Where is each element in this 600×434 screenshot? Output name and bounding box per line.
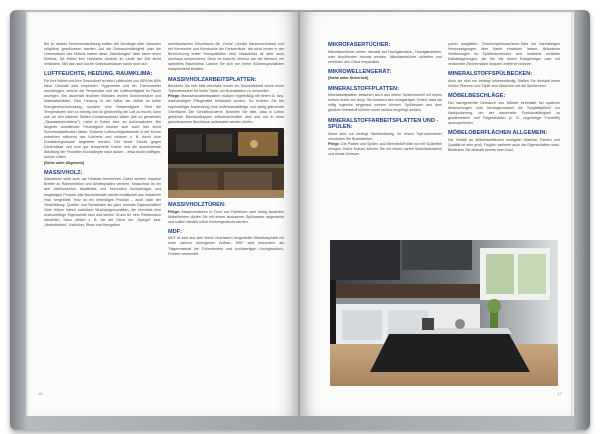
care-text: Massivholztüren in Form von Farbtönen oder farbig lackierten Möbelfronten dürfen Sie mit einem lauwarmen Spülwasser abgewischt und sollten danach sofort trockengewischt werden. bbox=[168, 209, 284, 224]
care-label: Pflege: bbox=[328, 141, 340, 146]
paragraph: Bei zu starker Sonneneinstrahlung sollten die Vorhänge oder Jalousien möglichst geschlossen werden. Auf die Gebrauchsfähigkeit oder die Lebensdauer des Möbels haben diese „Wandlungen" aber kaum einen Einfluss. Da Möbel ihre Holzfarbe ohnehin im Laufe der Zeit leicht verändern, fällt das nach kurzer Gebrauchsdauer kaum noch auf. bbox=[44, 42, 161, 67]
paragraph: Mineralstoffplatten bestehen auch aus einem Gesteinsmehl mit einem hohem Anteil von Acryl. Sie besitzen den einzigartigen Vorteil, dass sie völlig fugenlos eingebaut werden können. Spülbecken aus dem gleichen Werkstoff können somit nahtlos eingefügt werden. bbox=[328, 93, 442, 113]
paragraph: Massivholz wirkt auch als Holzbau bezeichnet. Dabei werden massive Bretter zu Rahmenteilen und Arbeitsplatten verleimt. Massivholz ist ein seit Jahrhunderten bewährtes und besonders hochwertiges und langlebiges Produkt. Alle Baumerkmale werden traditionell aus massivem Holz hergestellt. Holz ist ein lebendiges Produkt – auch nach der Verarbeitung. Quellen und Schwinden als ganz normale Eigenschaften! Viele Hölzer haben natürliche Wuchseigenschaften, die ebenfalls eine wuchsmäßige Eigenschaft sind und keinen Grund für eine Reklamation darstellen. Dazu zählen z. B. bei der Eiche der „Spiegel" bzw. „Markstrahlen", Astlöcher, Risse und Harzgallen. bbox=[44, 177, 161, 228]
paragraph: Benutzen Sie hier bitte ebenfalls immer ein Schneidebrett sowie einen Topfuntersetzer für heiße Töpfe, um Brandstellen zu vermeiden. bbox=[168, 84, 284, 94]
page-edge bbox=[571, 12, 574, 416]
heading-mineralstoffarbeitsplatten: MINERALSTOFFARBEITSPLATTEN UND -SPÜLEN: bbox=[328, 117, 439, 131]
heading-moebelbeschlaege: MÖBELBESCHLÄGE: bbox=[448, 93, 506, 100]
paragraph: Diese sind nur bedingt hitzebeständig. Ihr einem Topf-untersetzer vermeiden Sie Brandstellen. bbox=[328, 131, 442, 141]
right-page bbox=[300, 12, 574, 416]
kitchen-photo-wood bbox=[168, 128, 284, 198]
cross-reference: [Siehe unter Allgemein] bbox=[44, 160, 85, 165]
care-text: Massivholzarbeitsplatten müssen regelmäßig mit einem öl- bzw. wachshaltigen Pflegemittel behandelt werden. So erzielen Sie bei regelmäßiger Anwendung eine widerstandsfähige und stetig glänzende Oberfläche. Die Schnittholzwerte. Brachten Sie bitte, dass in Lotion getränkte Baumwolllappen selbstentzündlich sind und nur in einer geschlossenen Blechdose aufbewahrt werden dürfen. bbox=[168, 94, 285, 124]
paragraph: Die Vielfalt an Möbeloberflächen bezüglich Material, Farben und Qualität ist sehr groß. Folglich variieren auch die Eigenschaften stark. Bedenken Sie deshalb bereits beim Kauf, bbox=[448, 137, 560, 153]
page-edge bbox=[26, 12, 29, 416]
paragraph: Mikrofasertücher dürfen niemals auf Hochglanzlack-, Hochglanzfolien- oder Acrylfronten benutzt werden. Mikrofasertücher schleifen und zerstören den Glanz irreparabel. bbox=[328, 49, 442, 64]
heading-moebeloberflaechen: MÖBELOBERFLÄCHEN ALLGEMEIN: bbox=[448, 130, 548, 137]
heading-massivholz: MASSIVHOLZ: bbox=[44, 169, 83, 176]
paragraph: Für Ihre Möbel und Ihre Gesundheit ist eine Luftfeuchte von 45% bis 60% ideal. Deshalb wird empfohlen, Hygrometer und ein Thermometer anzubringen, welche die Temperatur und die Luftfeuchtigkeit im Raum anzeigen. Bei dauerhaft feuchten Wänden drohen Schimmelpilze und Materialschäden. Eine Heizung in der Nähe der Möbel ist keine Energieverschwendung, sondern eine Notwendigkeit. Sind die Temperaturen dort zu niedrig und ist gleichzeitig die Luft zu feucht, kann sich an den kälteren Stellen Kondenswasser bilden (die so genannten „Tauwasserprobleme"), meist in Ecken bzw. an Außenwänden. Bei längerer anhaltender Feuchtigkeit können sich auch hier leicht Schimmelpilzflecken bilden. Extreme Luftfeuchtigkeitswerte in der Küche entstehen während des Kochens und müssen z. B. durch eine Dunstabzugshaube abgeleitet werden. Der beste Schutz gegen Dauernässe und eine gut temperierte Küche und die ausreichende Abluftung der Feuchten Kochdämpfe nach außen – etwa durch kräftiges, kurzes Lüften. bbox=[44, 79, 161, 160]
heading-mikrofasertuecher: MIKROFASERTÜCHER: bbox=[328, 42, 391, 48]
paragraph bbox=[168, 94, 284, 125]
heading-massivholzarbeitsplatten: MASSIVHOLZARBEITSPLATTEN: bbox=[168, 76, 257, 83]
paragraph: Auch sie sind nur bedingt hitzebeständig. Stellen Sie deshalb keine heißen Pfannen und Töpfe zum Abkühlen auf die Spülbecken. bbox=[448, 79, 560, 89]
kitchen-photo-modern bbox=[330, 240, 558, 386]
heading-massivholztueren: MASSIVHOLZTÜREN: bbox=[168, 201, 226, 208]
left-page bbox=[26, 12, 298, 416]
paragraph bbox=[328, 142, 442, 157]
paragraph bbox=[168, 210, 284, 225]
left-page-column-2 bbox=[168, 42, 284, 257]
care-label: Pflege: bbox=[168, 94, 180, 99]
page-number: 17 bbox=[557, 391, 562, 396]
kitchen-photo-wood-image bbox=[168, 128, 284, 198]
heading-mineralstoffspuelbecken: MINERALSTOFFSPÜLBECKEN: bbox=[448, 71, 533, 78]
right-page-column-2 bbox=[448, 42, 560, 153]
heading-mikrowellengeraet: MIKROWELLENGERÄT: bbox=[328, 68, 392, 75]
paragraph: amerikanischen Kirschbaum die „Gums" (dunkle Harzeinschlüsse) und bei Kernesche und Kernbuche die Farbverläufe, die nicht immer in der Bezeichnung erster Holzqualitäten sind. Massivholz ist aber auch durchaus ansprechend. Denn es braucht, ebenso wie der Mensch, ein spezielles Raumklima. Lassen Sie sich von Ihrem Küchenspezialisten entsprechend beraten. bbox=[168, 42, 284, 72]
paragraph: MDF ist eine aus sehr feinen Holzfasern hergestellte Möbelbauplatte mit einer nahezu homogenen Aufbau. MDF wird besonders als Trägermaterial bei Folienfronten und hochwertigen Hochglanzlack-Fronten verwendet. bbox=[168, 236, 284, 256]
paragraph: Der sachgerechte Gebrauch von Möbeln beinhaltet bei späteren Abweichungen vom Montagezustand die Sorgfaltspflicht zur Nachjustierung, um der dauerhafte Funktionsfähigkeit zu gewährleisten und Folgeschäden (z. B. ungehörige Frontriffe) auszuschließen. bbox=[448, 100, 560, 126]
left-page-column-1 bbox=[44, 42, 161, 228]
heading-mineralstoffplatten: MINERALSTOFFPLATTEN: bbox=[328, 85, 399, 92]
paragraph: pulver ausglätten. Geschirrspülmaschinen-Tabs bei hartnäckigen Verunreinigungen über Nacht einwirken lassen. Bräunliche Verfärbungen im Spülbeckenboden sind meistens verfärbte Kalkablagerungen, die Sie mit einem Essigreiniger oder mit verdünnter Zitronensäure bequem entfernen können. bbox=[448, 42, 560, 67]
heading-luftfeuchte: LUFTFEUCHTE, HEIZUNG, RAUMKLIMA: bbox=[44, 71, 153, 78]
right-page-column-1 bbox=[328, 42, 442, 157]
cross-reference: [Siehe unter Sicherheit] bbox=[328, 76, 369, 81]
care-text: Die Platten und Spülen aus Mineralstoff bitte nur mit Spülmittel reinigen. Keine Kratzer können Sie mit einem harten Schleifschwamm und etwas Scheuer- bbox=[328, 141, 442, 157]
kitchen-photo-modern-image bbox=[330, 240, 558, 386]
care-label: Pflege: bbox=[168, 209, 180, 214]
page-number: 16 bbox=[38, 391, 43, 396]
heading-mdf: MDF: bbox=[168, 228, 182, 235]
